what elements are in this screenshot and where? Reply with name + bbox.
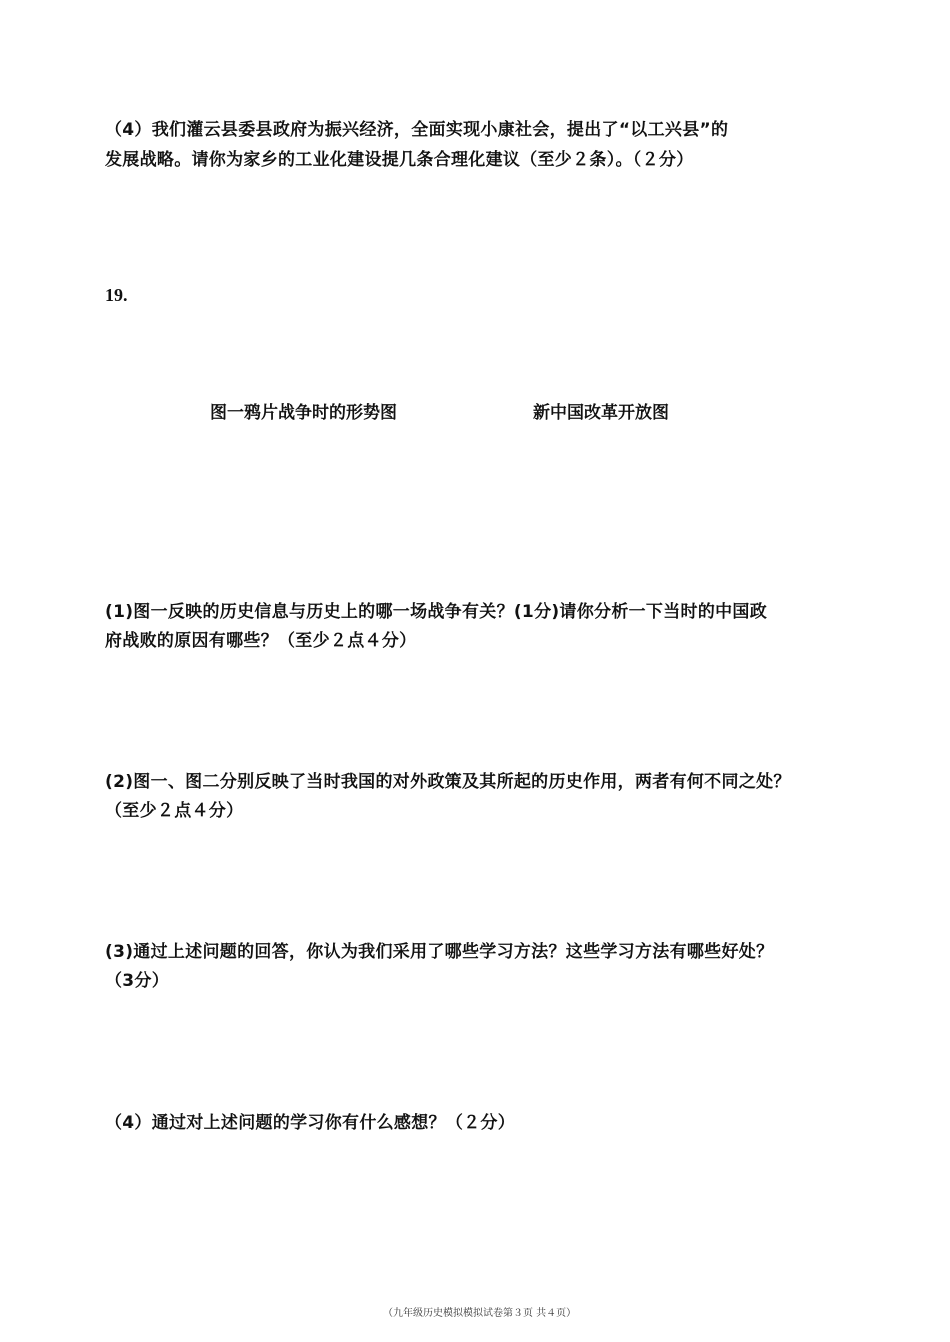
q18-4-line-2: 发展战略。请你为家乡的工业化建设提几条合理化建议（至少２条）。（２分） — [105, 150, 694, 170]
figure-2-caption: 新中国改革开放图 — [533, 403, 669, 423]
q19-part-2-line-1: (2)图一、图二分别反映了当时我国的对外政策及其所起的历史作用，两者有何不同之处？ — [105, 772, 791, 792]
q19-part-1-line-2: 府战败的原因有哪些？（至少２点４分） — [105, 631, 417, 651]
q18-4-line-1: （4）我们灌云县委县政府为振兴经济，全面实现小康社会，提出了“以工兴县”的 — [105, 120, 729, 140]
q19-part-1-line-1: (1)图一反映的历史信息与历史上的哪一场战争有关？(1分)请你分析一下当时的中国政 — [105, 602, 768, 622]
q19-part-3-line-2: （3分） — [105, 971, 170, 991]
q19-part-2-line-2: （至少２点４分） — [105, 801, 244, 821]
question-19-number: 19. — [105, 285, 128, 305]
q19-part-4-line-1: （4）通过对上述问题的学习你有什么感想？（２分） — [105, 1113, 516, 1133]
q19-part-3-line-1: (3)通过上述问题的回答，你认为我们采用了哪些学习方法？这些学习方法有哪些好处？ — [105, 942, 774, 962]
figure-1-caption: 图一鸦片战争时的形势图 — [210, 403, 397, 423]
page-footer: （九年级历史模拟模拟试卷第３页 共４页） — [383, 1308, 577, 1319]
